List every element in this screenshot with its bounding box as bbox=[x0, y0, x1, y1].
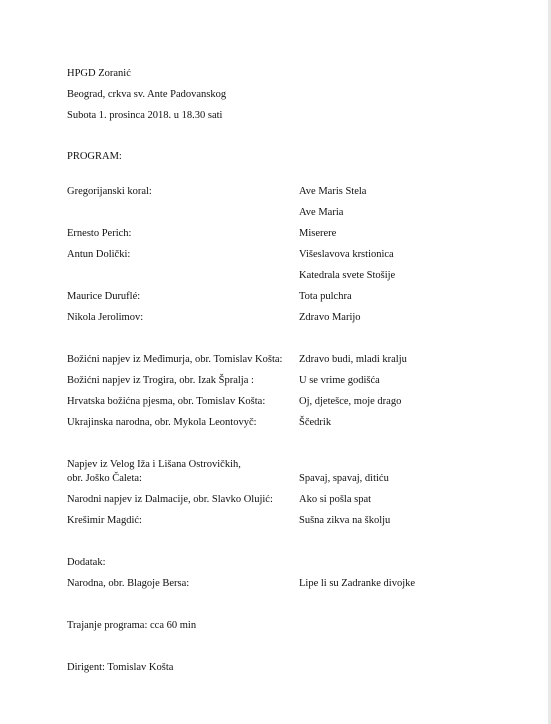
piece-title: Zdravo Marijo bbox=[299, 312, 361, 323]
program-row bbox=[67, 206, 537, 219]
addendum-heading: Dodatak: bbox=[67, 557, 106, 568]
program-row bbox=[67, 269, 537, 282]
piece-title: Ako si pošla spat bbox=[299, 494, 372, 505]
piece-title: Spavaj, spavaj, dìtiću bbox=[299, 473, 389, 484]
composer-text: Narodni napjev iz Dalmacije, obr. Slavko Olujić: bbox=[67, 494, 273, 505]
piece-title: Lipe li su Zadranke divojke bbox=[299, 578, 416, 589]
program-row bbox=[67, 227, 537, 240]
composer-text: Narodna, obr. Blagoje Bersa: bbox=[67, 578, 190, 589]
program-row bbox=[67, 290, 537, 303]
composer-text: Hrvatska božićna pjesma, obr. Tomislav Košta: bbox=[67, 396, 266, 407]
composer-text: Nikola Jerolimov: bbox=[67, 312, 144, 323]
program-row bbox=[67, 416, 537, 429]
composer-text: Ernesto Perich: bbox=[67, 228, 132, 239]
program-row bbox=[67, 493, 537, 506]
program-row bbox=[67, 311, 537, 324]
composer-text: Krešimir Magdić: bbox=[67, 515, 142, 526]
piece-title: Ščedrik bbox=[299, 417, 332, 428]
piece-title: U se vrime godišća bbox=[299, 375, 380, 386]
conductor-line: Dirigent: Tomislav Košta bbox=[67, 662, 174, 673]
program-heading: PROGRAM: bbox=[67, 151, 122, 162]
composer-text: Napjev iz Velog Iža i Lišana Ostrovičkih, bbox=[67, 459, 241, 470]
composer-text: Antun Dolički: bbox=[67, 249, 131, 260]
piece-title: Višeslavova krstionica bbox=[299, 249, 394, 260]
piece-title: Zdravo budi, mladi kralju bbox=[299, 354, 407, 365]
composer-text: obr. Joško Čaleta: bbox=[67, 473, 142, 484]
program-duration: Trajanje programa: cca 60 min bbox=[67, 620, 197, 631]
piece-title: Ave Maris Stela bbox=[299, 186, 367, 197]
piece-title: Katedrala svete Stošije bbox=[299, 270, 396, 281]
program-row bbox=[67, 472, 537, 485]
composer-text: Božićni napjev iz Trogira, obr. Izak Špralja : bbox=[67, 375, 254, 386]
piece-title: Sušna zikva na školju bbox=[299, 515, 391, 526]
piece-title: Oj, djetešce, moje drago bbox=[299, 396, 402, 407]
concert-venue: Beograd, crkva sv. Ante Padovanskog bbox=[67, 89, 227, 100]
piece-title: Miserere bbox=[299, 228, 337, 239]
composer-text: Božićni napjev iz Međimurja, obr. Tomislav Košta: bbox=[67, 354, 283, 365]
program-row bbox=[67, 374, 537, 387]
piece-title: Tota pulchra bbox=[299, 291, 352, 302]
composer-text: Gregorijanski koral: bbox=[67, 186, 152, 197]
program-row bbox=[67, 514, 537, 527]
concert-datetime: Subota 1. prosinca 2018. u 18.30 sati bbox=[67, 110, 223, 121]
program-row bbox=[67, 577, 537, 590]
program-row bbox=[67, 185, 537, 198]
composer-text: Ukrajinska narodna, obr. Mykola Leontovyč: bbox=[67, 417, 257, 428]
choir-name: HPGD Zoranić bbox=[67, 68, 131, 79]
program-row bbox=[67, 395, 537, 408]
program-row bbox=[67, 248, 537, 261]
piece-title: Ave Maria bbox=[299, 207, 344, 218]
composer-text: Maurice Duruflé: bbox=[67, 291, 141, 302]
program-row bbox=[67, 353, 537, 366]
